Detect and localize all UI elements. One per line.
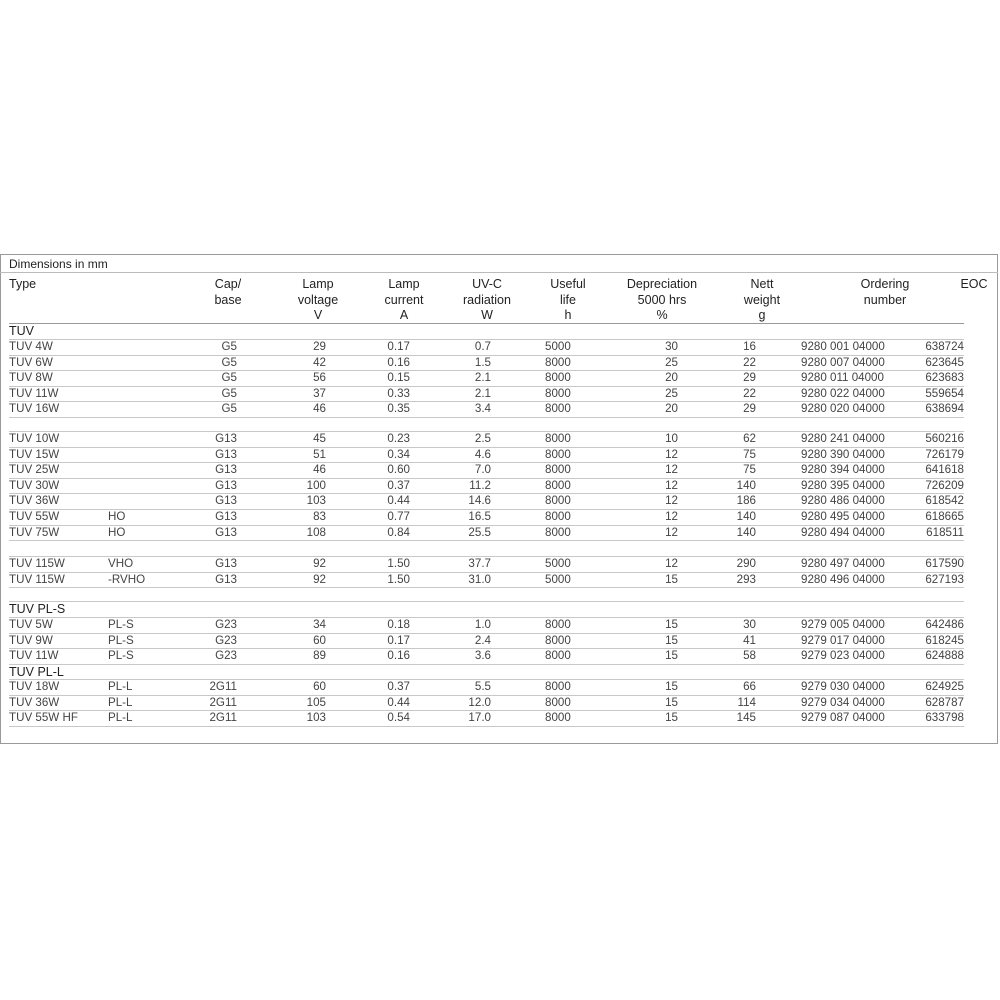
cell-depreciation: 20 (665, 371, 678, 385)
cell-useful-life: 8000 (545, 711, 571, 725)
cell-uvc-radiation: 4.6 (474, 447, 491, 461)
column-header-line: EOC (960, 277, 988, 291)
cell-useful-life: 5000 (545, 557, 571, 570)
column-header-line: life (560, 292, 576, 307)
cell-nett-weight: 75 (743, 447, 756, 461)
cell-ordering-number: 9279 087 04000 (801, 711, 885, 725)
cell-useful-life: 8000 (545, 525, 571, 539)
cell-cap-base: G13 (215, 510, 237, 523)
cell-depreciation: 15 (665, 711, 678, 725)
cell-variant: HO (108, 510, 126, 523)
cell-nett-weight: 41 (743, 633, 756, 647)
cell-ordering-number: 9279 034 04000 (801, 695, 885, 709)
cell-uvc-radiation: 25.5 (468, 525, 491, 539)
cell-lamp-voltage: 89 (313, 649, 326, 663)
cell-lamp-current: 1.50 (387, 557, 410, 570)
cell-depreciation: 10 (665, 432, 678, 445)
cell-type: TUV 25W (9, 463, 60, 477)
cell-variant: PL-S (108, 649, 134, 663)
cell-nett-weight: 29 (743, 402, 756, 416)
column-header-line: radiation (463, 292, 511, 307)
cell-cap-base: G5 (221, 371, 237, 385)
cell-useful-life: 8000 (545, 695, 571, 709)
cell-depreciation: 12 (665, 447, 678, 461)
cell-uvc-radiation: 2.1 (474, 386, 491, 400)
cell-lamp-voltage: 60 (313, 633, 326, 647)
cell-type: TUV 30W (9, 478, 60, 492)
cell-cap-base: G13 (215, 494, 237, 508)
cell-lamp-current: 0.34 (387, 447, 410, 461)
cell-depreciation: 12 (665, 557, 678, 570)
cell-nett-weight: 16 (743, 340, 756, 353)
cell-useful-life: 8000 (545, 355, 571, 369)
cell-variant: PL-S (108, 633, 134, 647)
cell-type: TUV 55W (9, 510, 60, 523)
section-title: TUV PL-S (9, 602, 66, 616)
cell-ordering-number: 9280 020 04000 (801, 402, 885, 416)
cell-nett-weight: 145 (736, 711, 756, 725)
cell-lamp-voltage: 34 (313, 618, 326, 631)
cell-depreciation: 25 (665, 386, 678, 400)
cell-cap-base: G23 (215, 633, 237, 647)
cell-cap-base: G13 (215, 478, 237, 492)
cell-depreciation: 20 (665, 402, 678, 416)
cell-lamp-current: 0.33 (387, 386, 410, 400)
cell-depreciation: 15 (665, 572, 678, 586)
cell-eoc: 618245 (925, 633, 964, 647)
column-header-line: Lamp (302, 277, 334, 291)
cell-useful-life: 5000 (545, 340, 571, 353)
cell-cap-base: G5 (221, 386, 237, 400)
cell-useful-life: 8000 (545, 680, 571, 693)
cell-cap-base: G23 (215, 618, 237, 631)
cell-lamp-current: 0.44 (387, 494, 410, 508)
cell-nett-weight: 62 (743, 432, 756, 445)
cell-ordering-number: 9280 001 04000 (801, 340, 885, 353)
cell-uvc-radiation: 14.6 (468, 494, 491, 508)
cell-cap-base: 2G11 (209, 711, 237, 725)
cell-type: TUV 55W HF (9, 711, 78, 725)
cell-useful-life: 8000 (545, 633, 571, 647)
cell-lamp-current: 0.18 (387, 618, 410, 631)
column-header (914, 277, 1000, 293)
cell-cap-base: G13 (215, 463, 237, 477)
table-caption: Dimensions in mm (9, 257, 108, 271)
cell-depreciation: 12 (665, 494, 678, 508)
cell-cap-base: 2G11 (209, 680, 237, 693)
cell-uvc-radiation: 2.1 (474, 371, 491, 385)
cell-nett-weight: 140 (736, 478, 756, 492)
cell-useful-life: 8000 (545, 494, 571, 508)
cell-uvc-radiation: 16.5 (468, 510, 491, 523)
cell-depreciation: 12 (665, 478, 678, 492)
cell-nett-weight: 22 (743, 355, 756, 369)
column-header-line: UV-C (472, 277, 502, 291)
column-header-line: base (214, 292, 242, 307)
cell-type: TUV 16W (9, 402, 60, 416)
cell-cap-base: G5 (221, 402, 237, 416)
cell-uvc-radiation: 31.0 (468, 572, 491, 586)
cell-lamp-current: 0.60 (387, 463, 410, 477)
cell-ordering-number: 9280 494 04000 (801, 525, 885, 539)
cell-ordering-number: 9280 395 04000 (801, 478, 885, 492)
row-divider (9, 601, 964, 602)
row-divider (9, 587, 964, 588)
cell-useful-life: 8000 (545, 649, 571, 663)
cell-cap-base: 2G11 (209, 695, 237, 709)
cell-cap-base: G13 (215, 525, 237, 539)
cell-eoc: 628787 (925, 695, 964, 709)
column-header (9, 277, 36, 293)
cell-lamp-voltage: 83 (313, 510, 326, 523)
cell-cap-base: G23 (215, 649, 237, 663)
cell-variant: PL-S (108, 618, 134, 631)
cell-eoc: 624925 (925, 680, 964, 693)
cell-lamp-voltage: 37 (313, 386, 326, 400)
cell-ordering-number: 9280 241 04000 (801, 432, 885, 445)
cell-lamp-voltage: 46 (313, 402, 326, 416)
cell-lamp-current: 0.54 (387, 711, 410, 725)
cell-lamp-current: 0.17 (387, 340, 410, 353)
cell-ordering-number: 9280 011 04000 (801, 371, 884, 385)
cell-eoc: 633798 (925, 711, 964, 725)
cell-cap-base: G13 (215, 447, 237, 461)
cell-depreciation: 30 (665, 340, 678, 353)
column-header-line: A (399, 308, 409, 322)
column-header-line: % (656, 308, 668, 322)
cell-type: TUV 18W (9, 680, 60, 693)
cell-ordering-number: 9279 005 04000 (801, 618, 885, 631)
cell-eoc: 642486 (925, 618, 964, 631)
cell-ordering-number: 9279 023 04000 (801, 649, 885, 663)
cell-depreciation: 15 (665, 618, 678, 631)
cell-lamp-voltage: 103 (306, 711, 326, 725)
cell-depreciation: 15 (665, 680, 678, 693)
cell-lamp-voltage: 29 (313, 340, 326, 353)
cell-useful-life: 8000 (545, 447, 571, 461)
cell-lamp-current: 0.37 (387, 478, 410, 492)
cell-variant: VHO (108, 557, 134, 570)
cell-ordering-number: 9280 486 04000 (801, 494, 885, 508)
cell-eoc: 627193 (925, 572, 964, 586)
cell-type: TUV 11W (9, 649, 59, 663)
column-header-line: Depreciation (626, 277, 698, 291)
cell-lamp-current: 0.44 (387, 695, 410, 709)
cell-eoc: 638694 (925, 402, 964, 416)
cell-type: TUV 75W (9, 525, 60, 539)
caption-divider (0, 272, 998, 273)
cell-nett-weight: 290 (736, 557, 756, 570)
section-title: TUV (9, 324, 34, 338)
cell-nett-weight: 114 (737, 695, 756, 709)
cell-lamp-current: 0.23 (387, 432, 410, 445)
cell-type: TUV 115W (9, 557, 65, 570)
column-header-line: weight (743, 292, 781, 307)
cell-nett-weight: 22 (743, 386, 756, 400)
cell-nett-weight: 30 (743, 618, 756, 631)
cell-type: TUV 36W (9, 695, 60, 709)
cell-nett-weight: 66 (743, 680, 756, 693)
cell-depreciation: 15 (665, 649, 678, 663)
cell-uvc-radiation: 2.4 (474, 633, 491, 647)
cell-lamp-voltage: 60 (313, 680, 326, 693)
cell-ordering-number: 9279 017 04000 (801, 633, 885, 647)
cell-ordering-number: 9280 496 04000 (801, 572, 885, 586)
cell-nett-weight: 140 (736, 510, 756, 523)
column-header-line: Cap/ (214, 277, 242, 291)
row-divider (9, 540, 964, 541)
cell-lamp-voltage: 42 (313, 355, 326, 369)
column-header-line: Useful (550, 277, 586, 291)
column-header-line: Ordering (860, 277, 910, 291)
cell-cap-base: G5 (221, 355, 237, 369)
cell-useful-life: 8000 (545, 463, 571, 477)
cell-cap-base: G5 (221, 340, 237, 353)
cell-useful-life: 8000 (545, 478, 571, 492)
cell-useful-life: 8000 (545, 371, 571, 385)
cell-uvc-radiation: 1.0 (474, 618, 491, 631)
cell-variant: PL-L (108, 711, 133, 725)
cell-uvc-radiation: 37.7 (468, 557, 491, 570)
cell-lamp-voltage: 51 (313, 447, 326, 461)
cell-ordering-number: 9280 495 04000 (801, 510, 885, 523)
cell-eoc: 559654 (925, 386, 964, 400)
cell-lamp-current: 0.15 (387, 371, 410, 385)
column-header-line: Lamp (388, 277, 420, 291)
section-title: TUV PL-L (9, 665, 64, 679)
cell-type: TUV 11W (9, 386, 59, 400)
cell-eoc: 726179 (925, 447, 964, 461)
column-header-line: g (758, 308, 766, 322)
cell-ordering-number: 9280 390 04000 (801, 447, 885, 461)
cell-depreciation: 12 (665, 463, 678, 477)
cell-nett-weight: 58 (743, 649, 756, 663)
row-divider (9, 726, 964, 727)
cell-uvc-radiation: 2.5 (474, 432, 491, 445)
cell-depreciation: 15 (665, 695, 678, 709)
cell-lamp-current: 0.35 (387, 402, 410, 416)
cell-type: TUV 6W (9, 355, 53, 369)
cell-lamp-current: 0.77 (387, 510, 410, 523)
cell-type: TUV 9W (9, 633, 53, 647)
cell-uvc-radiation: 1.5 (474, 355, 491, 369)
cell-eoc: 618511 (926, 525, 964, 539)
cell-variant: HO (108, 525, 126, 539)
cell-nett-weight: 186 (736, 494, 756, 508)
cell-ordering-number: 9280 497 04000 (801, 557, 885, 570)
cell-uvc-radiation: 12.0 (468, 695, 491, 709)
cell-lamp-voltage: 100 (306, 478, 326, 492)
cell-uvc-radiation: 11.2 (469, 478, 491, 492)
cell-eoc: 623683 (925, 371, 964, 385)
cell-uvc-radiation: 5.5 (474, 680, 491, 693)
cell-lamp-voltage: 46 (313, 463, 326, 477)
cell-depreciation: 25 (665, 355, 678, 369)
cell-nett-weight: 29 (743, 371, 756, 385)
cell-cap-base: G13 (215, 557, 237, 570)
cell-cap-base: G13 (215, 432, 237, 445)
cell-eoc: 726209 (925, 478, 964, 492)
cell-lamp-current: 0.84 (387, 525, 410, 539)
row-divider (9, 323, 964, 324)
cell-type: TUV 5W (9, 618, 53, 631)
column-header-line: voltage (297, 292, 339, 307)
column-header-line: number (863, 292, 907, 307)
cell-ordering-number: 9280 022 04000 (801, 386, 885, 400)
column-header-line: Nett (750, 277, 774, 291)
cell-useful-life: 5000 (545, 572, 571, 586)
cell-lamp-current: 0.16 (387, 355, 410, 369)
column-header-line: V (313, 308, 323, 322)
row-divider (9, 664, 964, 665)
cell-eoc: 617590 (925, 557, 964, 570)
cell-lamp-voltage: 103 (306, 494, 326, 508)
cell-nett-weight: 75 (743, 463, 756, 477)
cell-cap-base: G13 (215, 572, 237, 586)
cell-uvc-radiation: 17.0 (468, 711, 491, 725)
cell-eoc: 623645 (925, 355, 964, 369)
cell-uvc-radiation: 7.0 (474, 463, 491, 477)
column-header-line: W (481, 308, 493, 322)
cell-ordering-number: 9279 030 04000 (801, 680, 885, 693)
row-divider (9, 417, 964, 418)
cell-lamp-voltage: 92 (313, 572, 326, 586)
cell-lamp-current: 1.50 (387, 572, 410, 586)
cell-type: TUV 36W (9, 494, 60, 508)
cell-ordering-number: 9280 007 04000 (801, 355, 885, 369)
cell-eoc: 618542 (925, 494, 964, 508)
cell-useful-life: 8000 (545, 432, 571, 445)
cell-lamp-voltage: 56 (313, 371, 326, 385)
cell-useful-life: 8000 (545, 510, 571, 523)
cell-depreciation: 12 (665, 510, 678, 523)
cell-type: TUV 4W (9, 340, 53, 353)
column-header-line: h (564, 308, 572, 322)
cell-ordering-number: 9280 394 04000 (801, 463, 885, 477)
cell-useful-life: 8000 (545, 402, 571, 416)
cell-eoc: 641618 (925, 463, 964, 477)
cell-uvc-radiation: 3.6 (474, 649, 491, 663)
cell-nett-weight: 293 (736, 572, 756, 586)
cell-eoc: 618665 (925, 510, 964, 523)
cell-lamp-current: 0.16 (387, 649, 410, 663)
cell-lamp-current: 0.37 (387, 680, 410, 693)
cell-lamp-voltage: 45 (313, 432, 326, 445)
cell-type: TUV 10W (9, 432, 60, 445)
column-header-line: current (384, 292, 424, 307)
cell-type: TUV 8W (9, 371, 53, 385)
cell-depreciation: 12 (665, 525, 678, 539)
column-header-line: 5000 hrs (637, 292, 687, 307)
cell-variant: PL-L (108, 695, 133, 709)
cell-lamp-voltage: 105 (306, 695, 326, 709)
cell-nett-weight: 140 (736, 525, 756, 539)
cell-variant: PL-L (108, 680, 133, 693)
cell-depreciation: 15 (665, 633, 678, 647)
cell-lamp-current: 0.17 (387, 633, 410, 647)
cell-eoc: 638724 (925, 340, 964, 353)
cell-variant: -RVHO (108, 572, 146, 586)
cell-useful-life: 8000 (545, 618, 571, 631)
cell-uvc-radiation: 3.4 (474, 402, 491, 416)
column-header (702, 277, 822, 324)
cell-lamp-voltage: 92 (313, 557, 326, 570)
cell-uvc-radiation: 0.7 (474, 340, 491, 353)
column-header-line: Type (9, 277, 37, 291)
cell-type: TUV 15W (9, 447, 60, 461)
cell-lamp-voltage: 108 (306, 525, 326, 539)
cell-useful-life: 8000 (545, 386, 571, 400)
cell-eoc: 624888 (925, 649, 964, 663)
cell-eoc: 560216 (925, 432, 964, 445)
cell-type: TUV 115W (9, 572, 65, 586)
